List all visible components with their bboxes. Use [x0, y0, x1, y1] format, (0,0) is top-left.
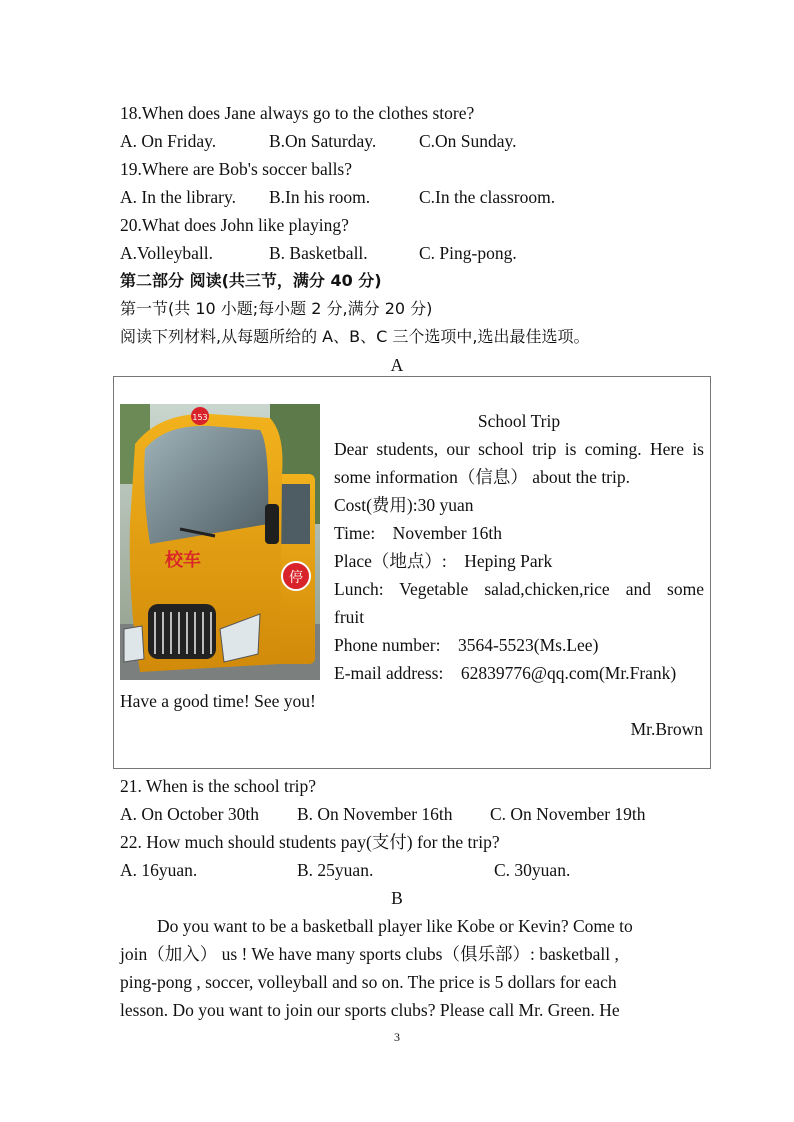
- trip-cost: Cost(费用):30 yuan: [334, 495, 474, 515]
- option-c: C.In the classroom.: [419, 187, 556, 207]
- stop-sign: 停: [289, 570, 303, 586]
- option-a: A. On October 30th: [120, 804, 260, 824]
- option-b: B. On November 16th: [297, 804, 453, 824]
- passage-b-line-1: Do you want to be a basketball player like Kobe or Kevin? Come to: [157, 916, 633, 936]
- passage-a-intro-line-1: Dear students, our school trip is coming. Here is: [334, 439, 704, 459]
- trip-phone: Phone number: 3564-5523(Ms.Lee): [334, 635, 599, 655]
- question-19: 19.Where are Bob's soccer balls?: [120, 159, 353, 179]
- part2-heading: 第二部分 阅读(共三节，满分 40 分): [120, 271, 382, 290]
- trip-lunch-line-2: fruit: [334, 607, 365, 627]
- question-20-options: [120, 239, 680, 267]
- option-c: C.On Sunday.: [419, 131, 517, 151]
- passage-a-closing: Have a good time! See you!: [120, 691, 316, 711]
- question-21: 21. When is the school trip?: [120, 776, 317, 796]
- option-a: A.Volleyball.: [120, 243, 214, 263]
- option-a: A. On Friday.: [120, 131, 217, 151]
- option-c: C. 30yuan.: [494, 860, 571, 880]
- question-20: 20.What does John like playing?: [120, 215, 349, 235]
- question-22-options: [120, 856, 680, 884]
- option-a: A. In the library.: [120, 187, 236, 207]
- option-c: C. On November 19th: [490, 804, 646, 824]
- bus-sign: 校车: [165, 550, 201, 571]
- question-22: 22. How much should students pay(支付) for the trip?: [120, 832, 500, 852]
- bus-route-number: 153: [192, 413, 208, 422]
- question-21-options: [120, 800, 680, 828]
- school-bus-photo: [120, 404, 320, 680]
- trip-time: Time: November 16th: [334, 523, 503, 543]
- option-a: A. 16yuan.: [120, 860, 198, 880]
- passage-a-signature: Mr.Brown: [630, 719, 703, 739]
- option-c: C. Ping-pong.: [419, 243, 517, 263]
- passage-b-line-4: lesson. Do you want to join our sports clubs? Please call Mr. Green. He: [120, 1000, 620, 1020]
- passage-b-label: B: [391, 888, 403, 908]
- passage-a-label: A: [390, 355, 404, 375]
- trip-email: E-mail address: 62839776@qq.com(Mr.Frank): [334, 663, 677, 683]
- passage-b-line-2: join（加入） us ! We have many sports clubs（俱乐部）: basketball ,: [120, 944, 619, 964]
- option-b: B. Basketball.: [269, 243, 368, 263]
- trip-place: Place（地点）: Heping Park: [334, 551, 553, 571]
- page-number: 3: [394, 1030, 400, 1044]
- passage-b-line-3: ping-pong , soccer, volleyball and so on. The price is 5 dollars for each: [120, 972, 617, 992]
- question-19-options: [120, 183, 680, 211]
- section1-heading: 第一节(共 10 小题;每小题 2 分,满分 20 分): [120, 299, 433, 318]
- question-18: 18.When does Jane always go to the clothes store?: [120, 103, 475, 123]
- passage-a-intro-line-2: some information（信息） about the trip.: [334, 467, 630, 487]
- question-18-options: [120, 127, 680, 155]
- passage-a-title: School Trip: [477, 411, 561, 431]
- option-b: B.In his room.: [269, 187, 371, 207]
- trip-lunch-line-1: Lunch: Vegetable salad,chicken,rice and some: [334, 579, 704, 599]
- option-b: B.On Saturday.: [269, 131, 377, 151]
- option-b: B. 25yuan.: [297, 860, 374, 880]
- reading-instruction: 阅读下列材料,从每题所给的 A、B、C 三个选项中,选出最佳选项。: [120, 327, 590, 346]
